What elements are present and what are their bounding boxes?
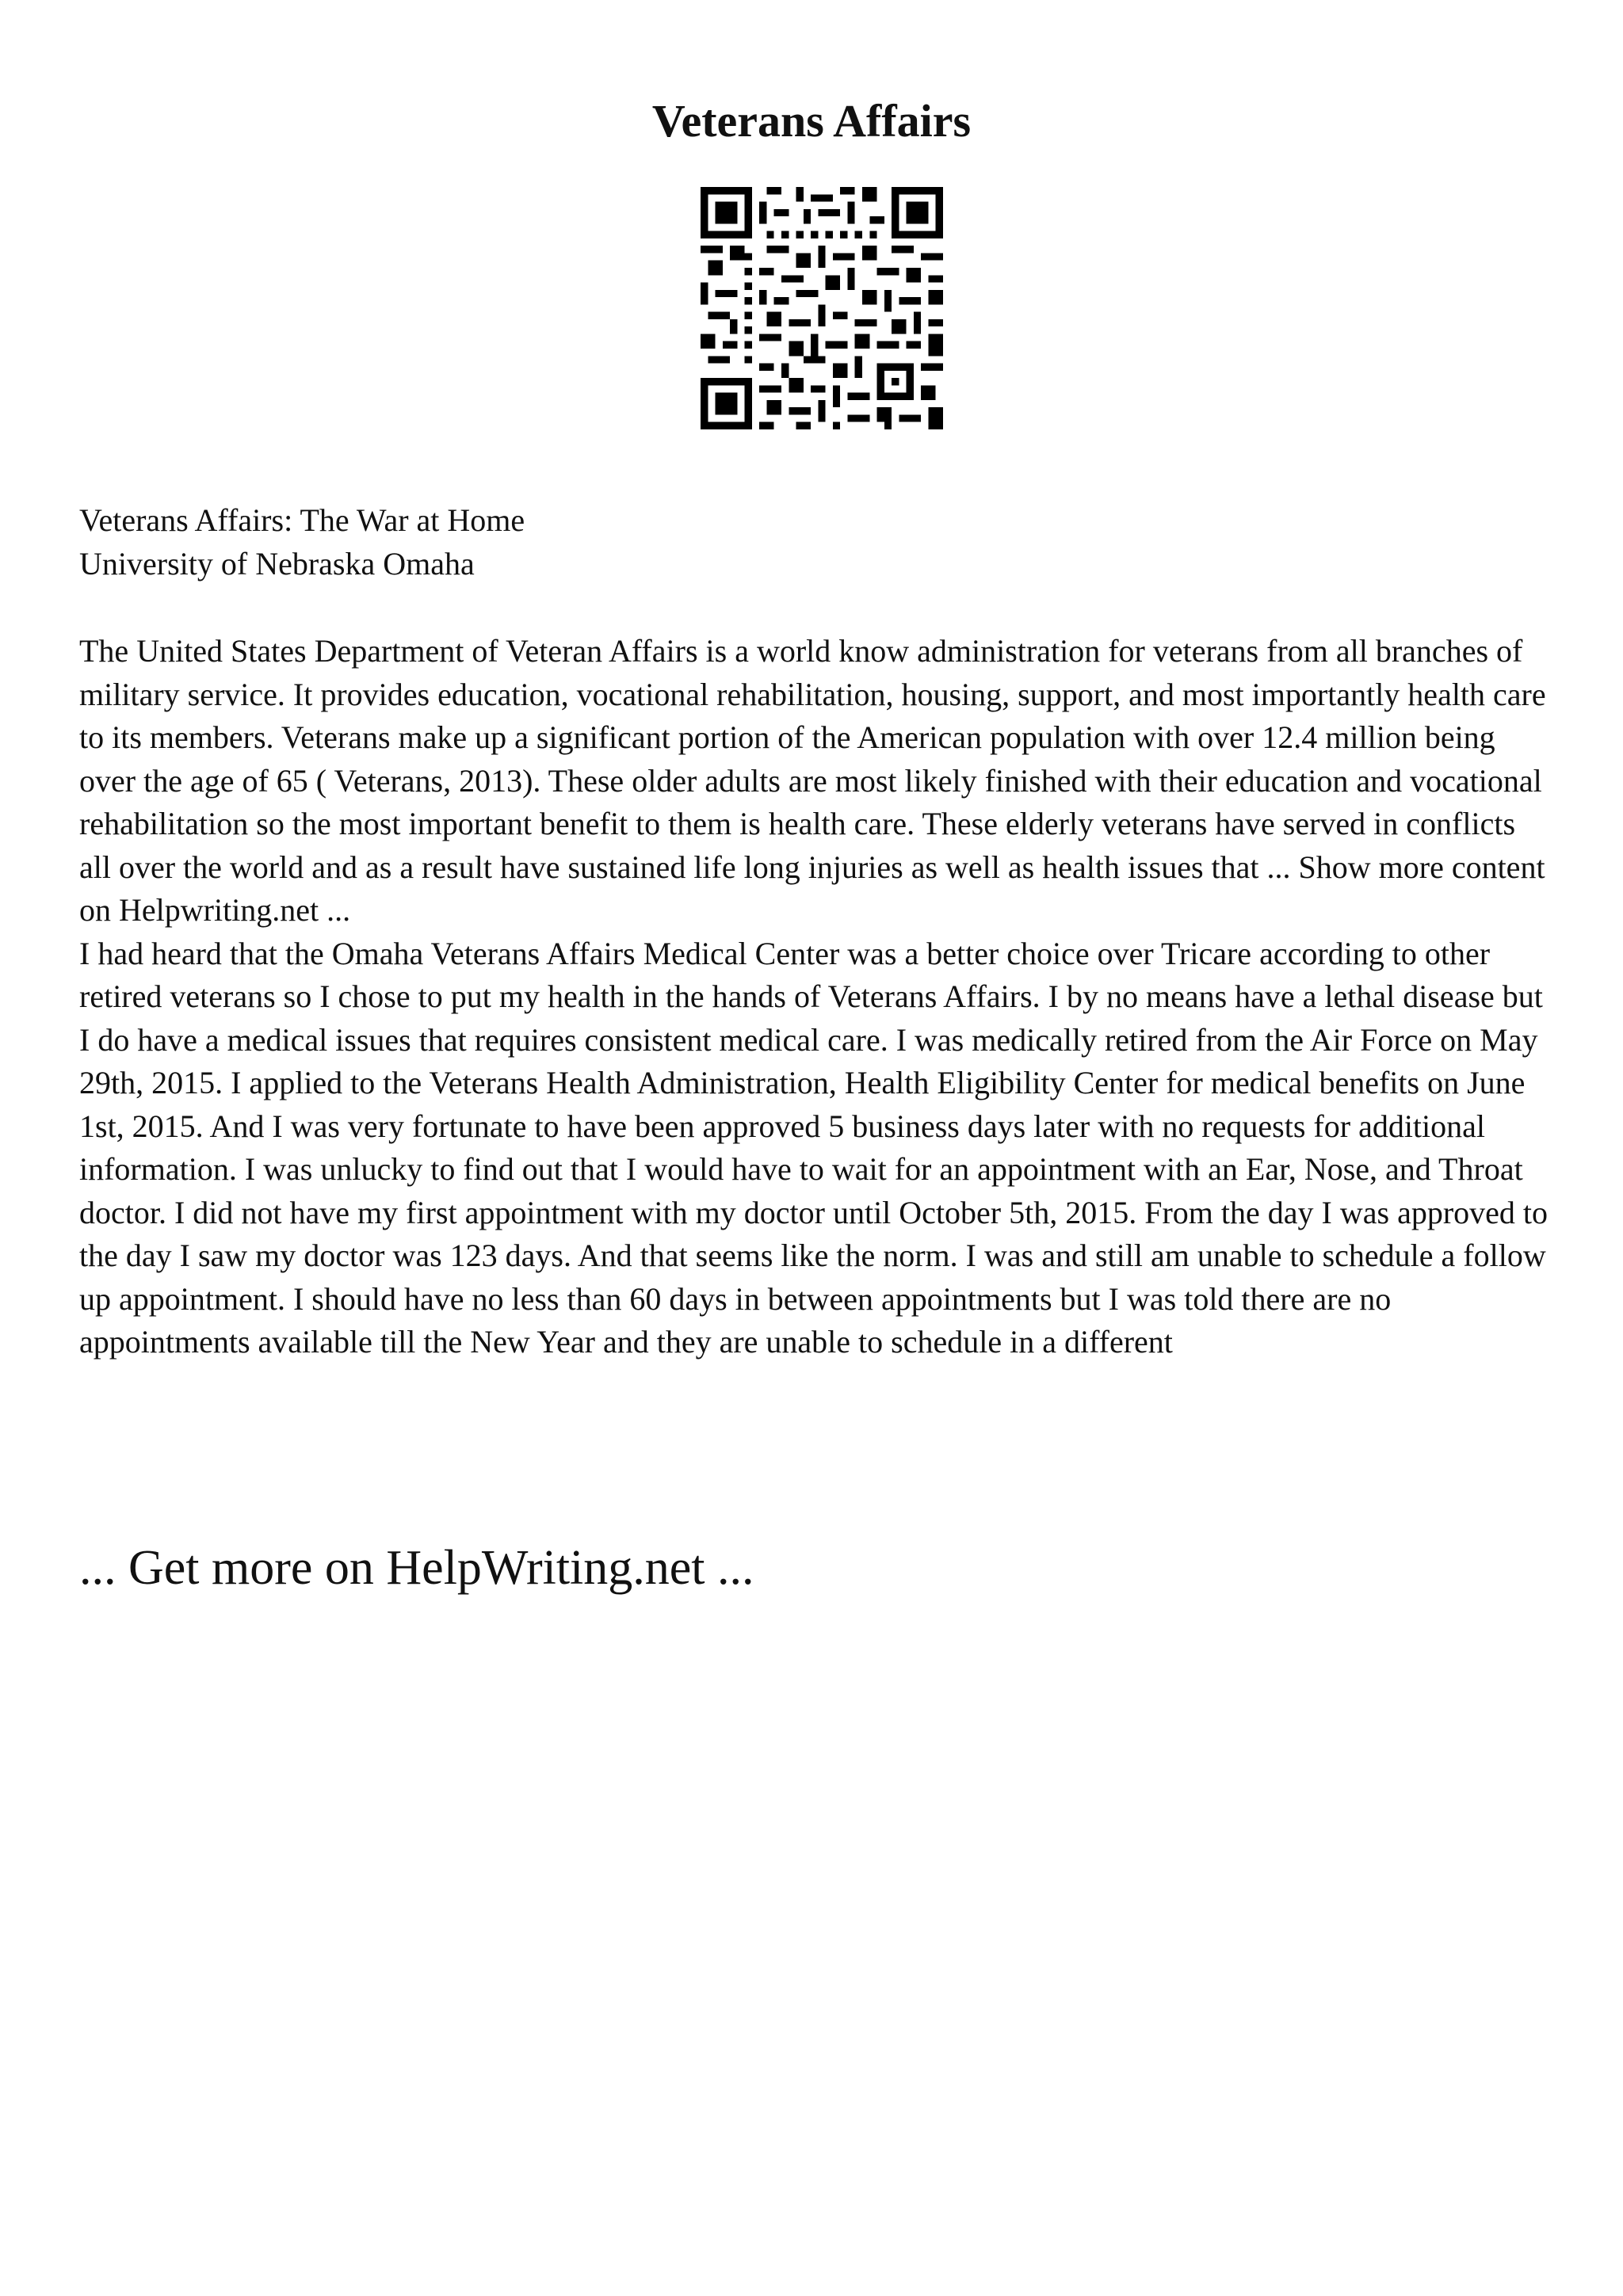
qr-code-icon: [701, 187, 943, 429]
paragraph-2: I had heard that the Omaha Veterans Affairs Medical Center was a better choice over Tricare according to other retired veterans so I chose to put my health in the hands of Veterans Affairs. I by no means have a lethal disease but I do have a medical issues that requires consistent medical care. I was medically retired from the Air Force on May 29th, 2015. I applied to the Veterans Health Administration, Health Eligibility Center for medical benefits on June 1st, 2015. And I was very fortunate to have been approved 5 business days later with no requests for additional information. I was unlucky to find out that I would have to wait for an appointment with an Ear, Nose, and Throat doctor. I did not have my first appointment with my doctor until October 5th, 2015. From the day I was approved to the day I saw my doctor was 123 days. And that seems like the norm. I was and still am unable to schedule a follow up appointment. I should have no less than 60 days in between appointments but I was told there are no appointments available till the New Year and they are unable to schedule in a different: [79, 935, 1549, 1360]
document-institution: University of Nebraska Omaha: [79, 545, 475, 582]
paragraph-1: The United States Department of Veteran Affairs is a world know administration for veterans from all branches of military service. It provides education, vocational rehabilitation, housing, support, and most importantly health care to its members. Veterans make up a significant portion of the American population with over 12.4 million being over the age of 65 ( Veterans, 2013). These older adults are most likely finished with their education and vocational rehabilitation so the most important benefit to them is health care. These elderly veterans have served in conflicts all over the world and as a result have sustained life long injuries as well as health issues that ... Show more content on Helpwriting.net ...: [79, 633, 1546, 928]
document-title: Veterans Affairs: [651, 95, 972, 147]
document-subtitle: Veterans Affairs: The War at Home: [79, 502, 525, 538]
document-body: [79, 499, 1553, 1364]
get-more-link[interactable]: ... Get more on HelpWriting.net ...: [79, 1541, 754, 1595]
paragraph-spacer: [79, 585, 1553, 630]
